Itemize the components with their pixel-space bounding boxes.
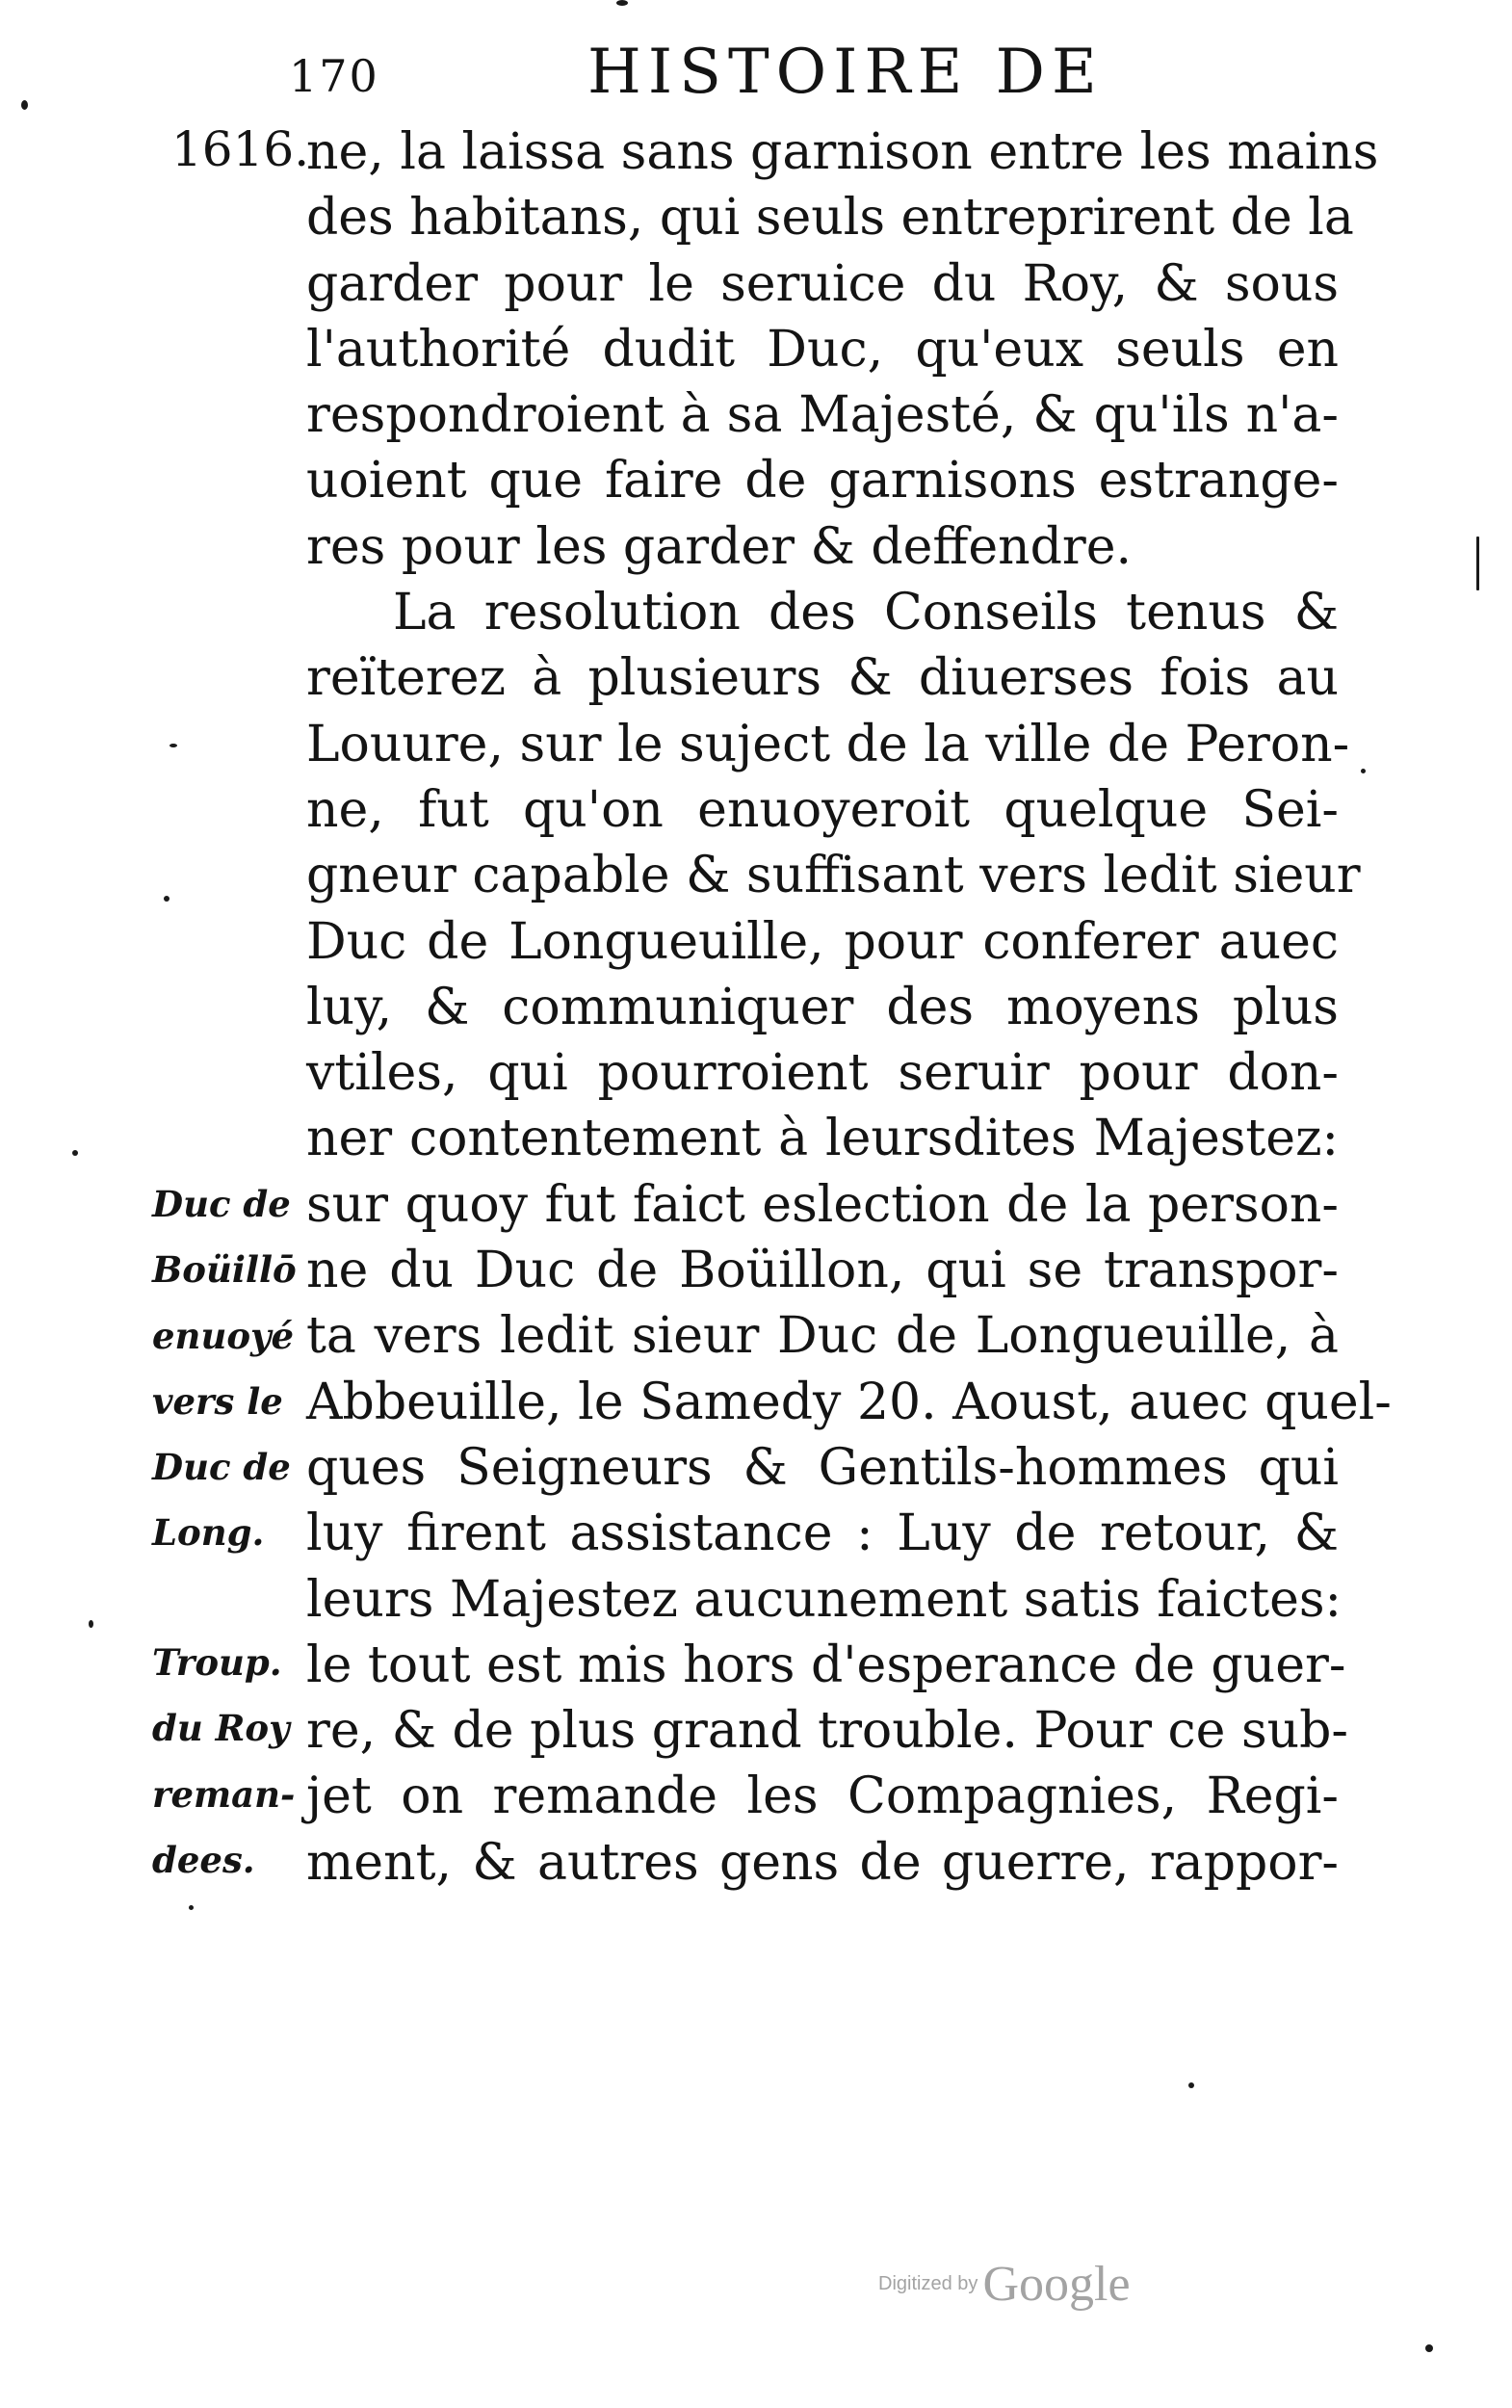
- margin-note-line: Duc de: [152, 1446, 291, 1489]
- text-line: ment, & autres gens de guerre, rappor-: [306, 1833, 1339, 1892]
- text-line: Abbeuille, le Samedy 20. Aoust, auec quel-: [306, 1373, 1392, 1431]
- text-line: respondroient à sa Majesté, & qu'ils n'a-: [306, 386, 1339, 445]
- text-line: leurs Majestez aucunement satis faictes:: [306, 1570, 1343, 1629]
- text-line: sur quoy fut faict eslection de la person-: [306, 1175, 1339, 1234]
- text-line: res pour les garder & deffendre.: [306, 517, 1133, 576]
- margin-note-line: Boüillō: [152, 1248, 297, 1292]
- margin-note-line: Long.: [152, 1511, 265, 1555]
- watermark-prefix: Digitized by: [878, 2273, 978, 2294]
- text-line: vtiles, qui pourroient seruir pour don-: [306, 1044, 1339, 1103]
- year-marker: 1616.: [171, 121, 310, 177]
- margin-note-line: reman-: [152, 1772, 296, 1816]
- text-line: Louure, sur le suject de la ville de Peron-: [306, 715, 1350, 773]
- running-title: HISTOIRE DE: [587, 37, 1104, 108]
- text-line: luy firent assistance : Luy de retour, &: [306, 1505, 1339, 1563]
- watermark-brand: Google: [982, 2257, 1131, 2312]
- text-line: ner contentement à leursdites Majestez:: [306, 1110, 1339, 1168]
- margin-note-line: du Roy: [152, 1707, 290, 1750]
- text-line: re, & de plus grand trouble. Pour ce sub-: [306, 1702, 1348, 1761]
- margin-note-duc-de-bouillon: [152, 1171, 304, 1566]
- text-line: ne, fut qu'on enuoyeroit quelque Sei-: [306, 780, 1339, 839]
- margin-note-line: Troup.: [152, 1641, 282, 1684]
- scan-speck: [1476, 537, 1479, 590]
- text-line: garder pour le seruice du Roy, & sous: [306, 254, 1339, 313]
- scan-speck: [1425, 2344, 1433, 2352]
- margin-note-line: vers le: [152, 1379, 283, 1423]
- text-line: luy, & communiquer des moyens plus: [306, 978, 1339, 1036]
- text-line: ne, la laissa sans garnison entre les mains: [306, 123, 1379, 181]
- scan-speck: [1188, 2082, 1194, 2088]
- text-line: le tout est mis hors d'esperance de guer-: [306, 1636, 1346, 1694]
- text-line: ta vers ledit sieur Duc de Longueuille, à: [306, 1307, 1339, 1366]
- scan-speck: [169, 744, 177, 747]
- scan-speck: [189, 1905, 194, 1910]
- text-line: gneur capable & suffisant vers ledit sieur: [306, 847, 1361, 905]
- text-line: l'authorité dudit Duc, qu'eux seuls en: [306, 320, 1339, 379]
- scan-speck: [1361, 769, 1366, 773]
- scan-speck: [164, 896, 169, 902]
- text-line: jet on remande les Compagnies, Regi-: [306, 1767, 1339, 1826]
- margin-note-line: Duc de: [152, 1183, 291, 1225]
- scan-speck: [72, 1150, 78, 1156]
- page-number: 170: [289, 50, 379, 102]
- paragraph-start-line: La resolution des Conseils tenus &: [393, 584, 1339, 642]
- page-header: [289, 37, 1213, 114]
- text-line: reïterez à plusieurs & diuerses fois au: [306, 649, 1339, 708]
- text-line: uoient que faire de garnisons estrange-: [306, 452, 1339, 510]
- margin-note-line: enuoyé: [152, 1314, 295, 1357]
- scan-speck: [21, 100, 28, 110]
- text-line: des habitans, qui seuls entreprirent de la: [306, 189, 1354, 248]
- text-line: ques Seigneurs & Gentils-hommes qui: [306, 1438, 1339, 1497]
- margin-note-line: dees.: [152, 1838, 255, 1881]
- text-line: ne du Duc de Boüillon, qui se transpor-: [306, 1242, 1339, 1300]
- body-text: [306, 119, 1392, 1896]
- text-line: Duc de Longueuille, pour conferer auec: [306, 912, 1339, 971]
- margin-note-troupes-du-roy: [152, 1630, 304, 1893]
- scan-speck: [616, 0, 628, 6]
- digitization-watermark: [878, 2256, 1131, 2323]
- scan-speck: [89, 1620, 93, 1628]
